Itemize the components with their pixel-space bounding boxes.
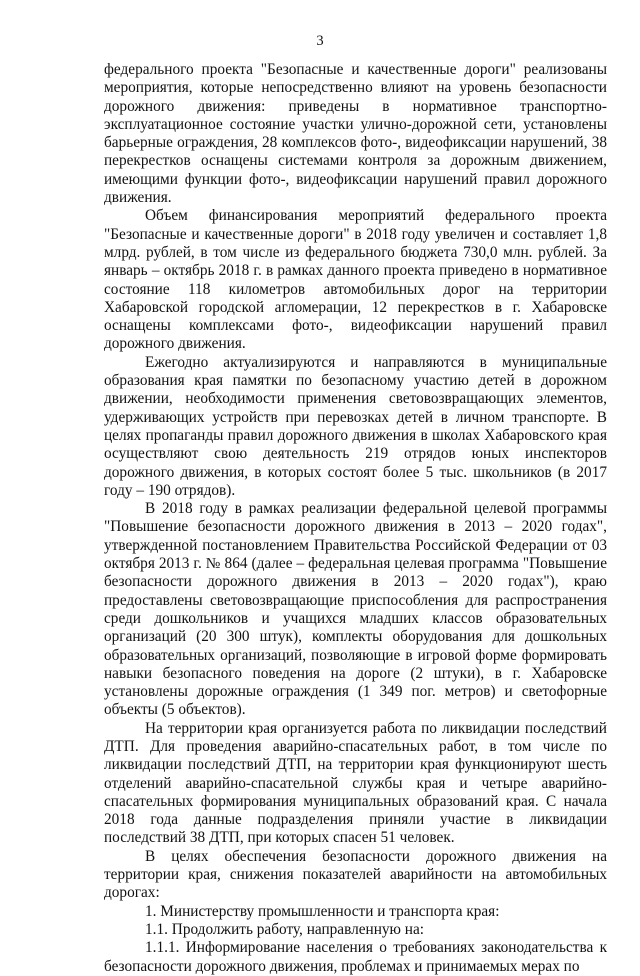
- paragraph-road-project-measures: федерального проекта "Безопасные и качественные дороги" реализованы мероприятия, которые непосредственно влияют на уровень безопасности дорожного движения: приведены в нормативное транспортно-эксплуатационное состояние участки улично-дорожной сети, установлены барьерные ограждения, 28 комплексов фото-, видеофиксации нарушений, 38 перекрестков оснащены системами контроля за дорожным движением, имеющими функции фото-, видеофиксации нарушений правил дорожного движения.: [104, 61, 607, 207]
- list-item-inform-population: 1.1.1. Информирование населения о требованиях законодательства к безопасности дорожного движения, проблемах и принимаемых мерах по: [104, 939, 607, 975]
- page-number: 3: [316, 33, 324, 49]
- paragraph-safety-goals: В целях обеспечения безопасности дорожного движения на территории края, снижения показателей аварийности на автомобильных дорогах:: [104, 847, 607, 902]
- document-body: [104, 61, 607, 976]
- paragraph-federal-program: В 2018 году в рамках реализации федеральной целевой программы "Повышение безопасности дорожного движения в 2013 – 2020 годах", утвержденной постановлением Правительства Российской Федерации от 03 октября 2013 г. № 864 (далее – федеральная целевая программа "Повышение безопасности дорожного движения в 2013 – 2020 годах"), краю предоставлены световозвращающие приспособления для распространения среди дошкольников и учащихся младших классов образовательных организаций (20 300 штук), комплекты оборудования для дошкольных образовательных организаций, позволяющие в игровой форме формировать навыки безопасного поведения на дороге (2 штуки), в г. Хабаровске установлены дорожные ограждения (1 349 пог. метров) и светофорные объекты (5 объектов).: [104, 500, 607, 719]
- paragraph-accident-response: На территории края организуется работа по ликвидации последствий ДТП. Для проведения аварийно-спасательных работ, в том числе по ликвидации последствий ДТП, на территории края функционируют шесть отделений аварийно-спасательной службы края и четыре аварийно-спасательных формирования муниципальных образований края. С начала 2018 года данные подразделения приняли участие в ликвидации последствий 38 ДТП, при которых спасен 51 человек.: [104, 719, 607, 847]
- paragraph-funding: Объем финансирования мероприятий федерального проекта "Безопасные и качественные дороги" в 2018 году увеличен и составляет 1,8 млрд. рублей, в том числе из федерального бюджета 730,0 млн. рублей. За январь – октябрь 2018 г. в рамках данного проекта приведено в нормативное состояние 118 километров автомобильных дорог на территории Хабаровской городской агломерации, 12 перекрестков в г. Хабаровске оснащены комплексами фото-, видеофиксации нарушений правил дорожного движения.: [104, 207, 607, 353]
- list-item-ministry: 1. Министерству промышленности и транспорта края:: [145, 902, 500, 920]
- paragraph-children-safety: Ежегодно актуализируются и направляются в муниципальные образования края памятки по безопасному участию детей в дорожном движении, необходимости применения световозвращающих элементов, удерживающих устройств при перевозках детей в личном транспорте. В целях пропаганды правил дорожного движения в школах Хабаровского края осуществляют свою деятельность 219 отрядов юных инспекторов дорожного движения, в которых состоят более 5 тыс. школьников (в 2017 году – 190 отрядов).: [104, 353, 607, 499]
- list-item-continue-work: 1.1. Продолжить работу, направленную на:: [145, 920, 425, 938]
